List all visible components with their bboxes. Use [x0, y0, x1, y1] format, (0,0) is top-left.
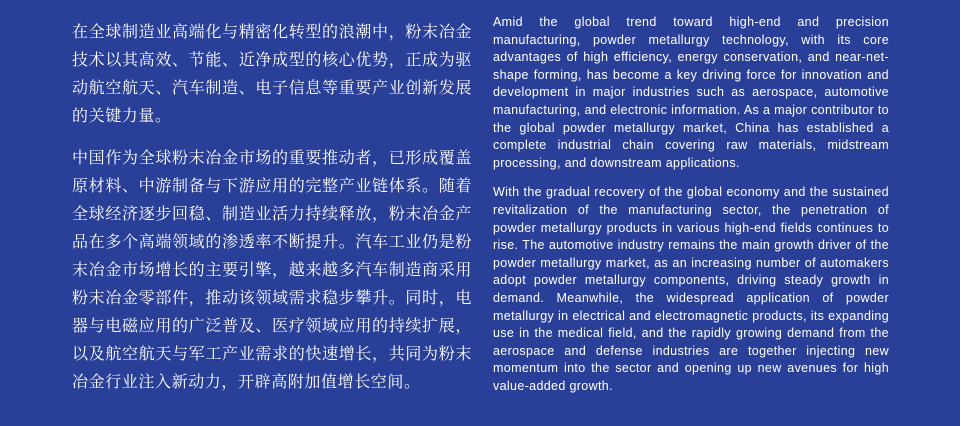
- chinese-paragraph-1: 在全球制造业高端化与精密化转型的浪潮中，粉末冶金技术以其高效、节能、近净成型的核心优势，正成为驱动航空航天、汽车制造、电子信息等重要产业创新发展的关键力量。: [72, 22, 472, 125]
- english-paragraph-2: With the gradual recovery of the global economy and the sustained revitalization of the manufacturing sector, the penetration of powder metallurgy products in various high-end fields continues to rise. The automotive industry remains the main growth driver of the powder metallurgy market, as an increasing number of automakers adopt powder metallurgy components, driving steady growth in demand. Meanwhile, the widespread application of powder metallurgy in electrical and electromagnetic products, its expanding use in the medical field, and the rapidly growing demand from the aerospace and defense industries are together injecting new momentum into the sector and opening up new avenues for high value-added growth.: [493, 185, 889, 393]
- chinese-text-column: [72, 18, 472, 410]
- chinese-paragraph-2: 中国作为全球粉末冶金市场的重要推动者，已形成覆盖原材料、中游制备与下游应用的完整产业链体系。随着全球经济逐步回稳、制造业活力持续释放，粉末冶金产品在多个高端领域的渗透率不断提升。汽车工业仍是粉末冶金市场增长的主要引擎，越来越多汽车制造商采用粉末冶金零部件，推动该领域需求稳步攀升。同时，电器与电磁应用的广泛普及、医疗领域应用的持续扩展，以及航空航天与军工产业需求的快速增长，共同为粉末冶金行业注入新动力，开辟高附加值增长空间。: [72, 148, 472, 391]
- english-text-column: [493, 14, 889, 407]
- english-paragraph-1: Amid the global trend toward high-end and precision manufacturing, powder metallurgy technology, with its core advantages of high efficiency, energy conservation, and near-net-shape forming, has become a key driving force for innovation and development in major industries such as aerospace, automotive manufacturing, and electronic information. As a major contributor to the global powder metallurgy market, China has established a complete industrial chain covering raw materials, midstream processing, and downstream applications.: [493, 15, 889, 170]
